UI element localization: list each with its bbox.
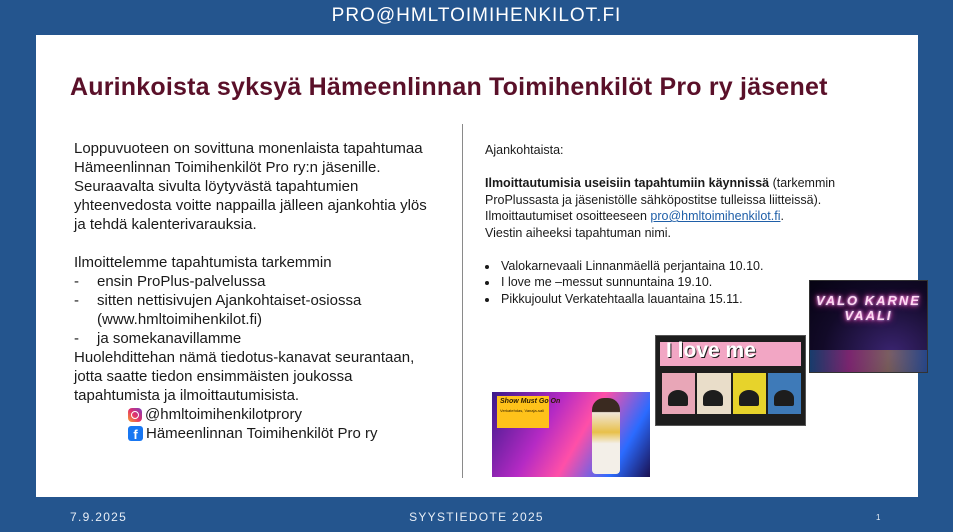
slide-title: Aurinkoista syksyä Hämeenlinnan Toimihenkilöt Pro ry jäsenet [70, 73, 828, 101]
show-title: Show Must Go On [500, 398, 561, 405]
signup-paragraph [485, 175, 905, 208]
address-line [485, 208, 905, 225]
left-column [74, 139, 429, 443]
signup-rest: (tarkemmin ProPlussasta ja jäsenistölle sähköpostitse tulleissa liitteissä). [485, 176, 836, 207]
dash-marker: - [74, 292, 79, 309]
facebook-page-name: Hämeenlinnan Toimihenkilöt Pro ry [146, 425, 378, 442]
ilove-panel [697, 373, 730, 414]
dash-marker: - [74, 330, 79, 347]
instagram-row [128, 405, 429, 424]
channel-item [74, 272, 429, 291]
ilove-panel [768, 373, 801, 414]
performer-figure [592, 398, 620, 474]
instagram-icon [128, 408, 142, 422]
ilove-panel [662, 373, 695, 414]
channel-text: ja somekanavillamme [97, 330, 242, 347]
facebook-icon: f [128, 426, 143, 441]
show-must-go-on-image [492, 392, 650, 477]
event-item: • I love me –messut sunnuntaina 19.10. [499, 274, 905, 291]
news-heading: Ajankohtaista: [485, 143, 564, 157]
follow-text: Huolehdittehan nämä tiedotus-kanavat seurantaan, jotta saatte tiedon ensimmäisten joukossa tapahtumista ja ilmoittautumisista. [74, 349, 415, 404]
dash-marker: - [74, 273, 79, 290]
address-suffix: . [780, 209, 784, 223]
subject-note: Viestin aiheeksi tapahtuman nimi. [485, 225, 671, 240]
email-link[interactable]: pro@hmltoimihenkilot.fi [650, 209, 781, 223]
event-item: • Pikkujoulut Verkatehtaalla lauantaina 15.11. [499, 291, 905, 308]
show-subtitle: Verkatehdas, Vanaja-sali [500, 408, 544, 413]
intro-text: Loppuvuoteen on sovittuna monenlaista tapahtumaa Hämeenlinnan Toimihenkilöt Pro ry:n jäsenille. Seuraavalta sivulta löytyvästä tapahtumien yhteenvedosta voitte nappailla jälleen ajankohtia ylös ja tehdä kalenterivarauksia. [74, 140, 427, 233]
facebook-row [128, 424, 429, 443]
valo-glow [810, 350, 927, 372]
instagram-handle: @hmltoimihenkilotprory [145, 406, 302, 423]
address-prefix: Ilmoittautumiset osoitteeseen [485, 209, 651, 223]
channel-item [74, 329, 429, 348]
channel-text: sitten nettisivujen Ajankohtaiset-osiossa (www.hmltoimihenkilot.fi) [97, 292, 362, 328]
channel-item [74, 291, 429, 329]
valokarnevaali-image [809, 280, 928, 373]
valo-neon-text: VALO KARNE VAALI [816, 293, 921, 323]
header-email: PRO@HMLTOIMIHENKILOT.FI [331, 5, 622, 26]
ilove-panels [662, 373, 801, 414]
ilove-panel [733, 373, 766, 414]
page-number: 1 [876, 513, 882, 522]
slide [36, 35, 921, 497]
column-divider [462, 124, 463, 478]
announce-text: Ilmoittelemme tapahtumista tarkemmin [74, 254, 332, 271]
footer-title: SYYSTIEDOTE 2025 [409, 510, 544, 524]
signup-bold: Ilmoittautumisia useisiin tapahtumiin käynnissä [485, 176, 770, 190]
event-item: • Valokarnevaali Linnanmäellä perjantaina 10.10. [499, 258, 905, 275]
footer-date: 7.9.2025 [70, 510, 128, 524]
ilove-text: I love me [666, 339, 756, 362]
show-label-box [497, 396, 561, 428]
channel-text: ensin ProPlus-palvelussa [97, 273, 266, 290]
i-love-me-image [655, 335, 806, 426]
